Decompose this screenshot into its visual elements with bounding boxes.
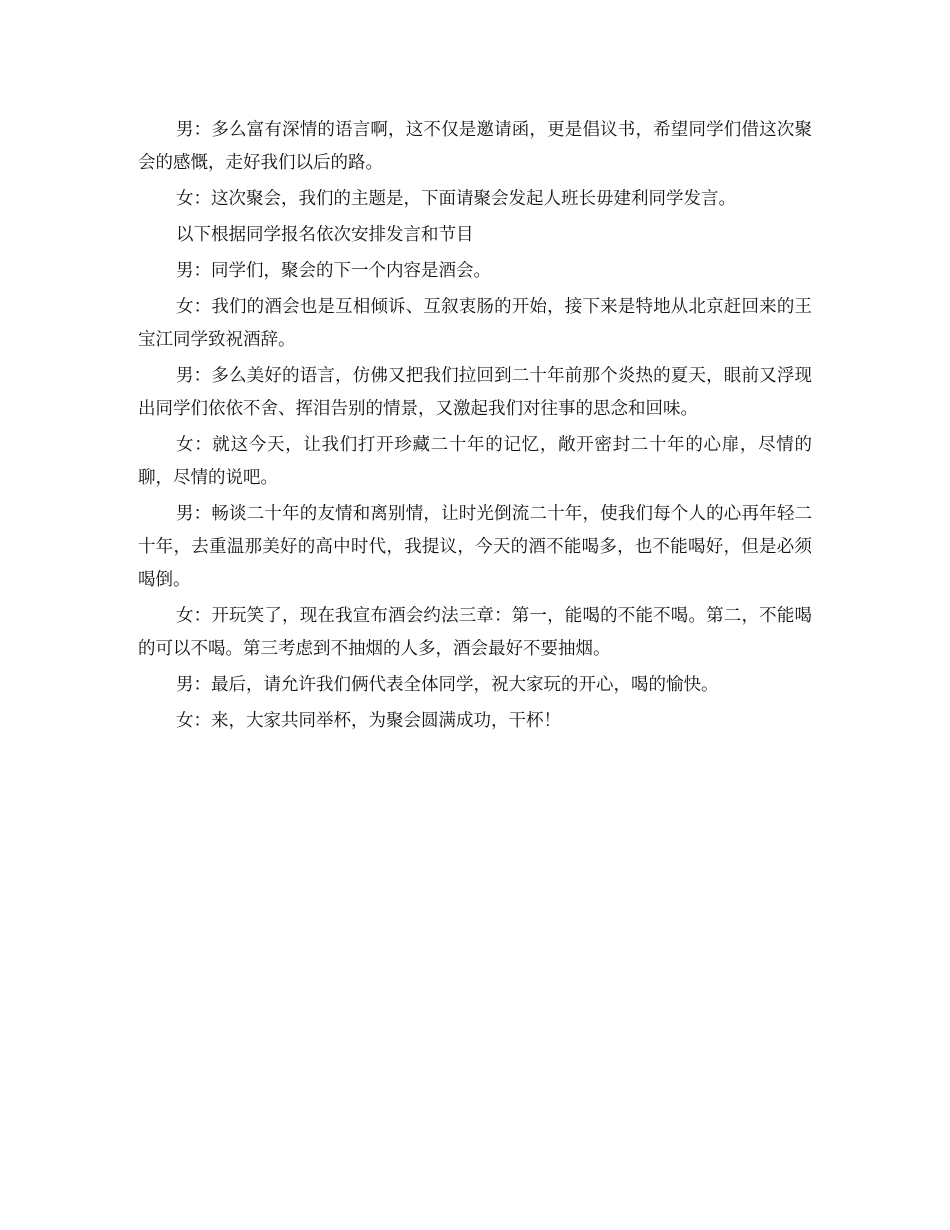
paragraph-8: 男：畅谈二十年的友情和离别情，让时光倒流二十年，使我们每个人的心再年轻二十年，去重温那美好的高中时代，我提议，今天的酒不能喝多，也不能喝好，但是必须喝倒。 bbox=[138, 504, 812, 590]
document-body bbox=[138, 114, 812, 741]
paragraph-11: 女：来，大家共同举杯，为聚会圆满成功，干杯！ bbox=[176, 711, 561, 731]
paragraph-3: 以下根据同学报名依次安排发言和节目 bbox=[176, 225, 474, 245]
paragraph-7: 女：就这今天，让我们打开珍藏二十年的记忆，敞开密封二十年的心扉，尽情的聊，尽情的说吧。 bbox=[138, 435, 812, 488]
paragraph-4: 男：同学们，聚会的下一个内容是酒会。 bbox=[176, 261, 491, 281]
paragraph-5: 女：我们的酒会也是互相倾诉、互叙衷肠的开始，接下来是特地从北京赶回来的王宝江同学致祝酒辞。 bbox=[138, 297, 812, 350]
paragraph-1: 男：多么富有深情的语言啊，这不仅是邀请函，更是倡议书，希望同学们借这次聚会的感慨，走好我们以后的路。 bbox=[138, 120, 812, 173]
paragraph-2: 女：这次聚会，我们的主题是，下面请聚会发起人班长毋建利同学发言。 bbox=[176, 189, 736, 209]
paragraph-6: 男：多么美好的语言，仿佛又把我们拉回到二十年前那个炎热的夏天，眼前又浮现出同学们依依不舍、挥泪告别的情景，又激起我们对往事的思念和回味。 bbox=[138, 366, 812, 419]
paragraph-9: 女：开玩笑了，现在我宣布酒会约法三章：第一，能喝的不能不喝。第二，不能喝的可以不喝。第三考虑到不抽烟的人多，酒会最好不要抽烟。 bbox=[138, 606, 812, 659]
paragraph-10: 男：最后，请允许我们俩代表全体同学，祝大家玩的开心，喝的愉快。 bbox=[176, 675, 719, 695]
